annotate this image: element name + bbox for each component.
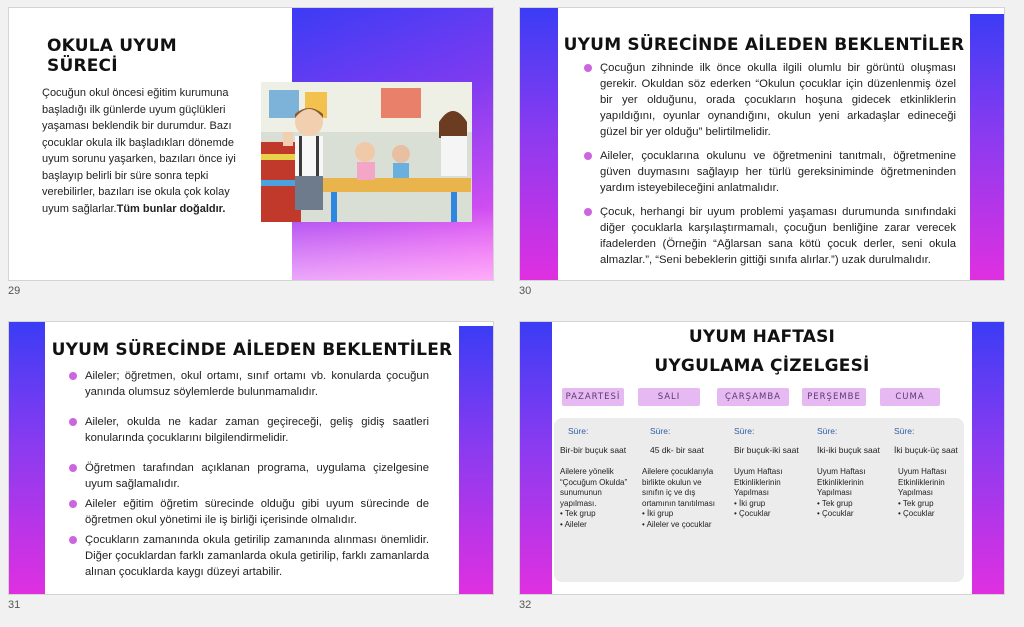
detail-line: ortamının tanıtılması [642,498,715,508]
slide-body [42,85,237,217]
detail-line: Yapılması [898,488,933,497]
detail-line: Uyum Haftası [817,467,866,476]
detail-line: • Çocuklar [734,509,771,518]
slide-body [584,60,956,268]
detail-line: • Tek grup [817,498,853,508]
detail-line: Etkinliklerinin [898,477,945,487]
schedule-column-thursday [817,426,897,520]
detail-line: • Tek grup [560,509,596,518]
day-tag-tuesday: SALI [638,388,700,406]
detail-line: yapılması. [560,498,597,508]
slide-body [69,368,429,580]
detail-line: • Aileler [560,519,587,529]
detail-line: Uyum Haftası [898,467,947,476]
body-text: Çocuğun okul öncesi eğitim kurumuna başladığı ilk günlerde uyum güçlükleri yaşaması beklendik bir durumdur. Bazı çocuklar okula ilk başladıkları dönemde uyum sorunu yaşarken, bazıları önce iyi başlayıp belirli bir süre sonra tepki verebilirler, bazıları ise okula çok kolay uyum sağlarlar. [42,87,236,215]
body-bold-text: Tüm bunlar doğaldır. [116,202,226,215]
schedule-column-friday [894,426,974,520]
day-tag-thursday: PERŞEMBE [802,388,866,406]
gradient-bar-right [972,322,1004,595]
duration-label: Süre: [568,426,589,436]
detail-line: • İki grup [642,509,674,518]
slide-title: UYUM SÜRECİNDE AİLEDEN BEKLENTİLER [51,340,453,360]
detail-line: • İki grup [734,498,766,508]
detail-line: Uyum Haftası [734,467,783,476]
slide-title-line2: UYGULAMA ÇİZELGESİ [654,356,870,376]
slide-title: UYUM SÜRECİNDE AİLEDEN BEKLENTİLER [563,35,965,55]
gradient-bar-left [520,322,552,595]
bullet-item: Aileler eğitim öğretim sürecinde olduğu gibi uyum sürecinde de öğretmen okul yönetimi ile iş birliği içerisinde olmalıdır. [69,496,429,528]
gradient-bar-right [970,14,1004,281]
schedule-column-wednesday [734,426,814,520]
day-tag-monday: PAZARTESİ [562,388,624,406]
bullet-item: Öğretmen tarafından açıklanan programa, uygulama çizelgesine uyum sağlamalıdır. [69,460,429,492]
detail-line: Etkinliklerinin [734,477,781,487]
bullet-item: Çocuk, herhangi bir uyum problemi yaşaması durumunda sınıfındaki diğer çocuklarla karşılaştırmamalı, çocuğun benliğine zarar verecek ifadelerden (Örneğin “Ağlarsan sana kötü çocuk derler, seni okula almazlar.”, “Seni bebeklerin gittiği sınıfa alırlar.”) uzak durulmalıdır. [584,204,956,268]
detail-line: sunumunun [560,488,602,497]
bullet-item: Çocuğun zihninde ilk önce okulla ilgili olumlu bir görüntü oluşması gerekir. Okuldan söz ederken “Okulun çocuklar için düzenlenmiş özel bir yer olduğunu, orada çocukların hoşuna gidecek etkinliklerin yapıldığını, oyunlar oynandığını, okulun yeni arkadaşlar edineceği güzel bir yer olduğu” belirtilmelidir. [584,60,956,140]
slide-thumbnail-30[interactable] [519,7,1005,281]
bullet-item: Çocukların zamanında okula getirilip zamanında alınması önemlidir. Diğer çocuklardan farklı zamanlarda okula getirilip, farklı zamanlarda alınan çocuklarda kaygı düzeyi artabilir. [69,532,429,580]
detail-line: • Tek grup [898,498,934,508]
duration-value: İki buçuk-üç saat [894,444,958,455]
gradient-bar-left [520,8,558,281]
bullet-item: Aileler, çocuklarına okulunu ve öğretmenini tanıtmalı, öğretmenine güven duymasını sağlayıp her türlü gereksiniminde öğretmeninden yardım isteyebileceğini anlatmalıdır. [584,148,956,196]
detail-line: “Çocuğum Okulda” [560,477,628,487]
slide-number: 29 [8,285,21,297]
detail-line: Yapılması [734,488,769,497]
detail-line: • Çocuklar [817,509,854,518]
slide-number: 30 [519,285,532,297]
slide-thumbnail-32[interactable] [519,321,1005,595]
duration-label: Süre: [650,426,671,436]
day-tag-friday: CUMA [880,388,940,406]
schedule-column-monday [560,426,640,530]
gradient-bar-left [9,322,45,595]
schedule-column-tuesday [642,426,722,530]
detail-line: Etkinliklerinin [817,477,864,487]
detail-line: • Çocuklar [898,509,935,518]
duration-value: 45 dk- bir saat [650,444,704,455]
gradient-bar-right [459,326,493,595]
detail-line: Ailelere yönelik [560,467,614,476]
detail-line: sınıfın iç ve dış [642,488,696,497]
duration-value: Bir buçuk-iki saat [734,444,799,455]
slide-number: 32 [519,599,532,611]
slide-title-line1: UYUM HAFTASI [688,327,836,347]
slide-thumbnail-29[interactable] [8,7,494,281]
duration-value: İki-iki buçuk saat [817,444,880,455]
duration-label: Süre: [734,426,755,436]
detail-line: • Aileler ve çocuklar [642,519,712,529]
duration-label: Süre: [894,426,915,436]
slide-number: 31 [8,599,21,611]
bullet-item: Aileler; öğretmen, okul ortamı, sınıf ortamı vb. konularda çocuğun yanında olumsuz söylemlerde bulunmamalıdır. [69,368,429,400]
classroom-photo [261,82,472,222]
day-tag-wednesday: ÇARŞAMBA [717,388,789,406]
slide-thumbnail-31[interactable] [8,321,494,595]
detail-line: Ailelere çocuklarıyla [642,467,714,476]
detail-line: birlikte okulun ve [642,477,702,487]
bullet-item: Aileler, okulda ne kadar zaman geçireceği, geliş gidiş saatleri konularında çocuklarını bilgilendirmelidir. [69,414,429,446]
duration-value: Bir-bir buçuk saat [560,444,627,455]
slide-title: OKULA UYUM SÜRECİ [47,36,177,76]
duration-label: Süre: [817,426,838,436]
detail-line: Yapılması [817,488,852,497]
